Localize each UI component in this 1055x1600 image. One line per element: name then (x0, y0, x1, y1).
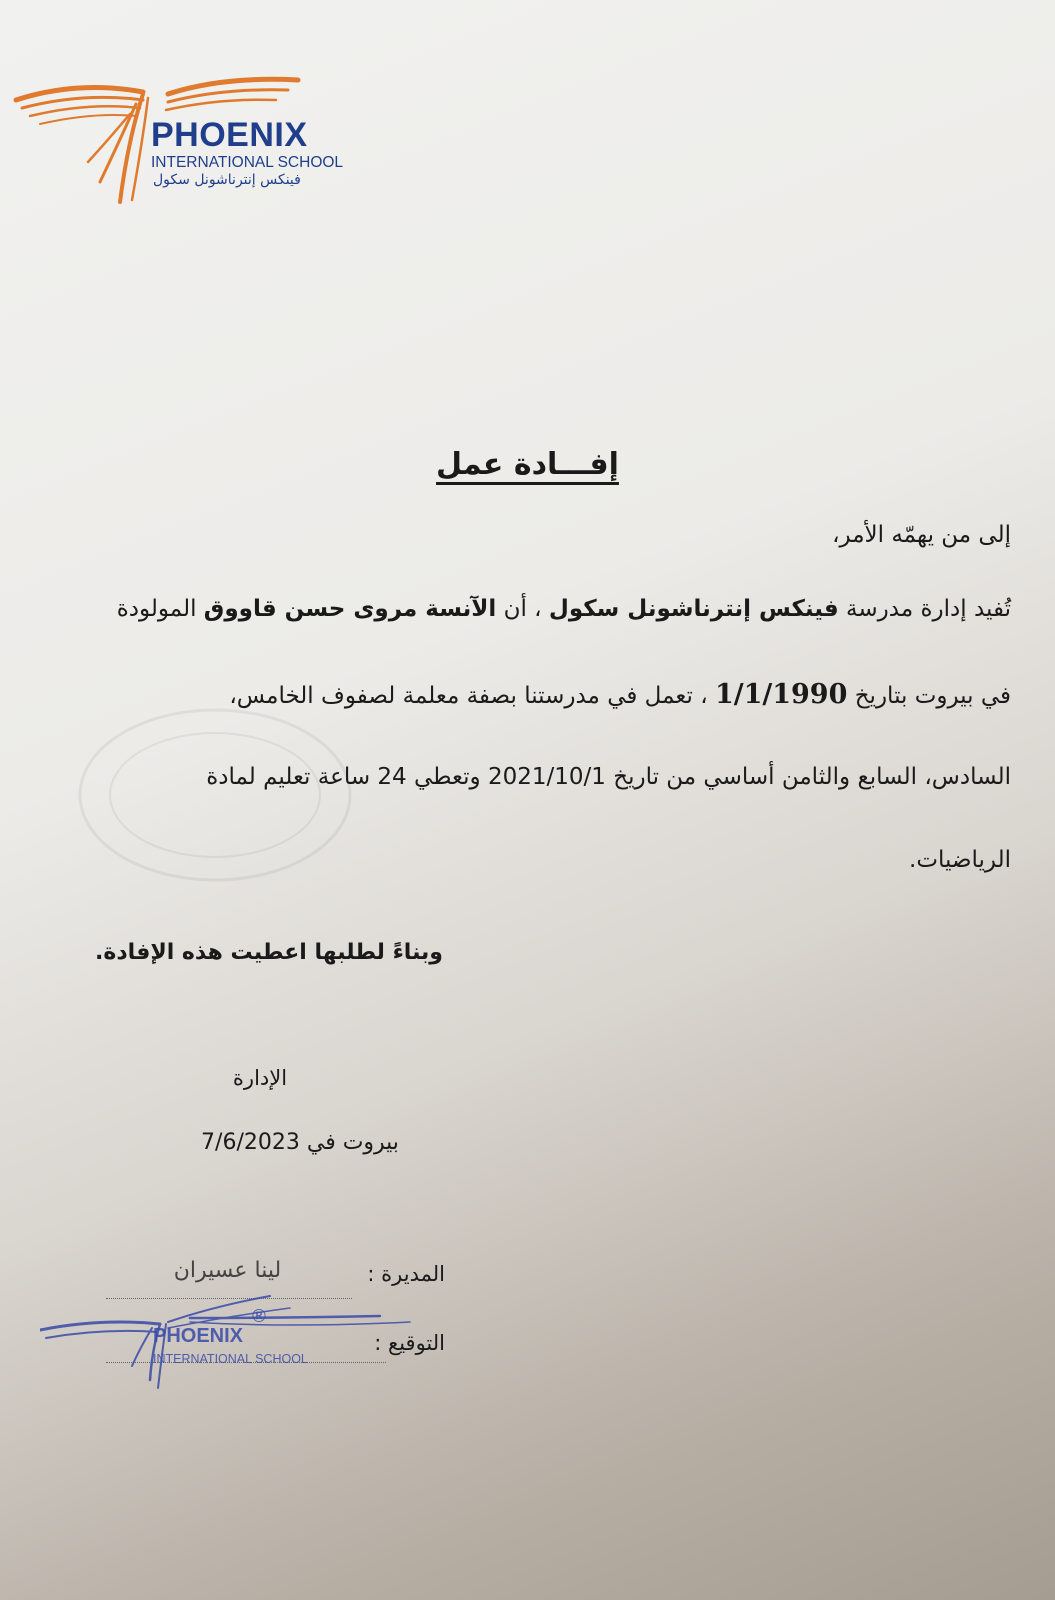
body-line-2-part-a: في بيروت بتاريخ (847, 683, 1011, 709)
body-line-2-part-b: ، تعمل في مدرستنا بصفة معلمة لصفوف الخامس، (229, 683, 708, 709)
document-title-text: إفـــادة عمل (436, 447, 619, 482)
logo-arabic-name: فينكس إنترناشونل سكول (153, 172, 301, 188)
body-line-3: السادس، السابع والثامن أساسي من تاريخ 2021/10/1 وتعطي 24 ساعة تعليم لمادة (206, 764, 1011, 790)
body-line-1-part-b: ، أن (496, 596, 542, 622)
birth-date: 1/1/1990 (714, 679, 848, 710)
stamp-subtitle: INTERNATIONAL SCHOOL (153, 1352, 308, 1366)
school-logo (8, 70, 348, 210)
stamp-wordmark: PHOENIX (153, 1325, 244, 1347)
signature-label: التوقيع : (374, 1331, 445, 1355)
closing-statement: وبناءً لطلبها اعطيت هذه الإفادة. (95, 940, 443, 965)
document-title (0, 447, 1055, 482)
body-line-1-part-c: المولودة (116, 596, 197, 622)
faint-stamp-mark (70, 700, 360, 890)
director-name: لينا عسيران (173, 1258, 282, 1283)
employee-name: الآنسة مروى حسن قاووق (203, 596, 497, 622)
body-line-2 (229, 679, 1011, 710)
place-and-date: بيروت في 7/6/2023 (201, 1130, 399, 1155)
logo-wordmark: PHOENIX (151, 116, 308, 154)
body-line-1-part-a: تُفيد إدارة مدرسة (838, 596, 1011, 622)
body-line-4: الرياضيات. (909, 847, 1011, 873)
logo-subtitle: INTERNATIONAL SCHOOL (151, 154, 344, 171)
administration-label: الإدارة (232, 1066, 288, 1090)
school-name: فينكس إنترناشونل سكول (548, 596, 839, 622)
greeting: إلى من يهمّه الأمر، (832, 522, 1011, 548)
body-line-1 (117, 596, 1011, 622)
registered-mark: ® (250, 1306, 268, 1327)
director-label: المديرة : (367, 1262, 445, 1286)
